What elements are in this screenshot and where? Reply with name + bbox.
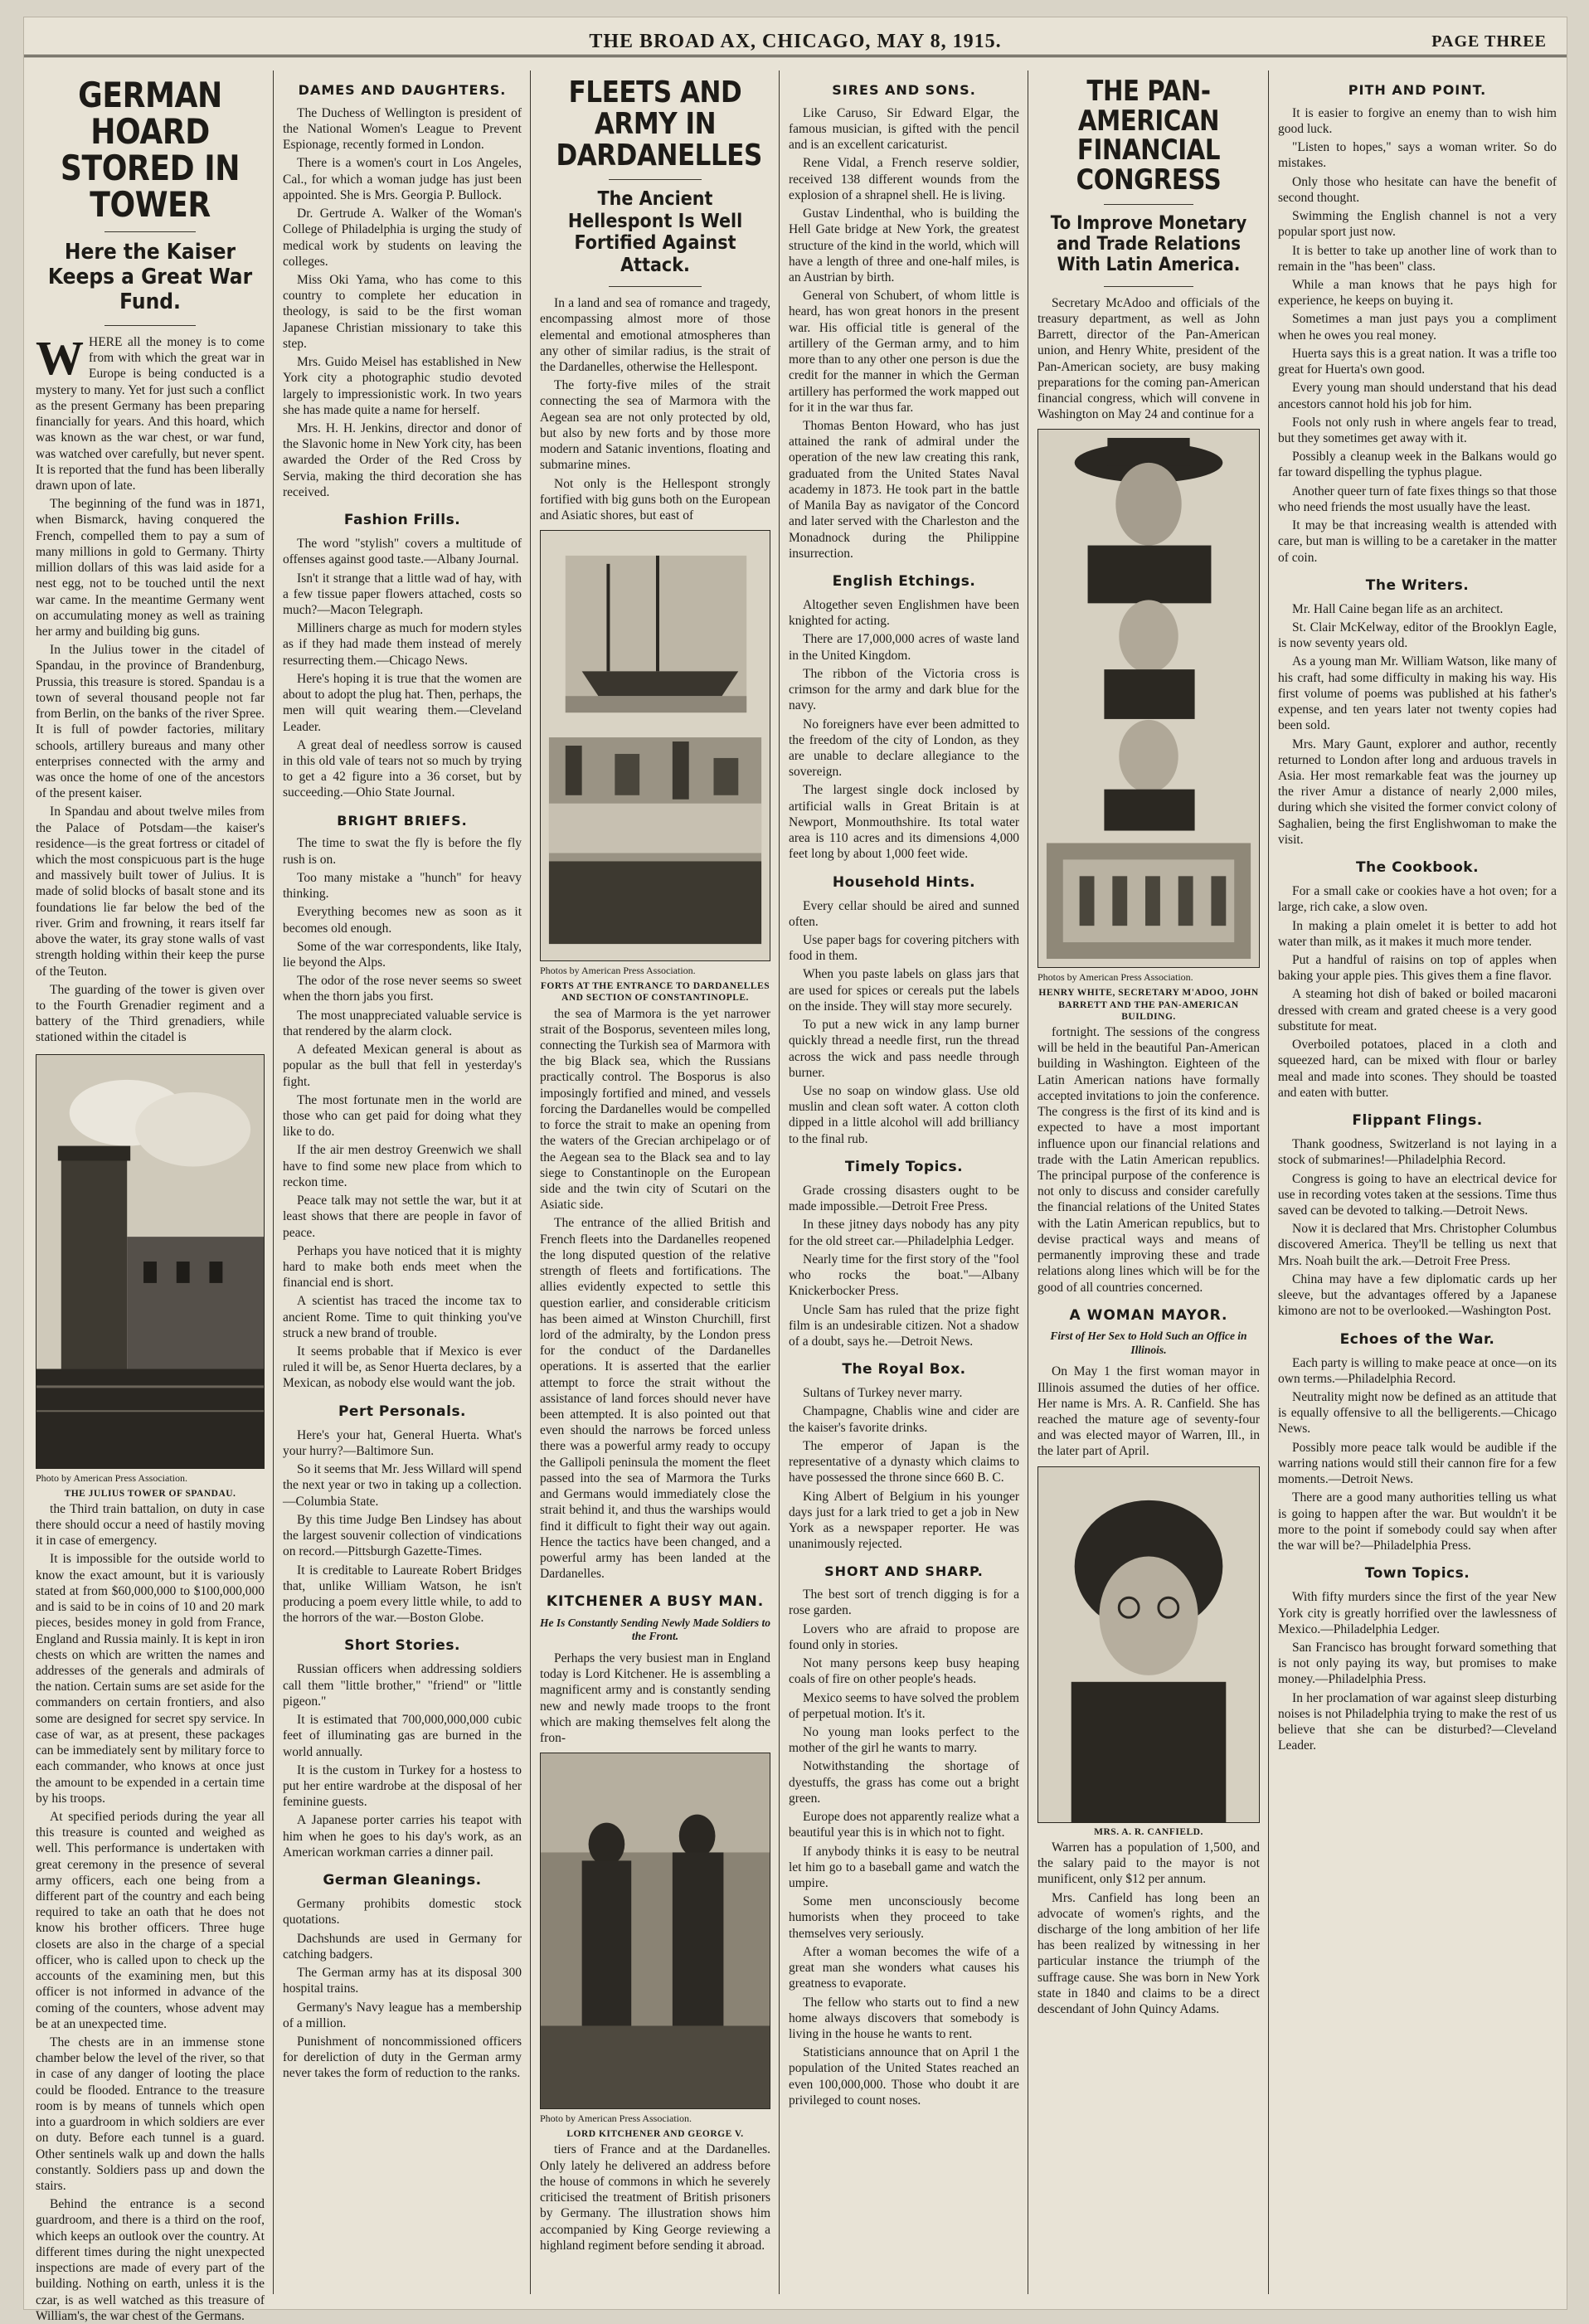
item-paragraph: No foreigners have ever been admitted to the freedom of the city of London, as they are unable to declare allegiance to the sovereign.	[789, 717, 1019, 780]
item-paragraph: Congress is going to have an electrical device for use in recording votes taken at the sessions. Time thus saved can be devoted to talking.—Detroit News.	[1278, 1171, 1557, 1218]
item-paragraph: By this time Judge Ben Lindsey has about the largest souvenir collection of vindications on record.—Pittsburgh Gazette-Times.	[283, 1512, 522, 1559]
item-paragraph: Miss Oki Yama, who has come to this country to complete her education in theology, is said to be the first woman Japanese Christian missionary to take this step.	[283, 273, 522, 351]
column-1	[36, 70, 265, 2323]
item-paragraph: Punishment of noncommissioned officers for dereliction of duty in the German army never takes the form of reduction to the ranks.	[283, 2034, 522, 2081]
item-paragraph: A defeated Mexican general is about as popular as the bull that fell in yesterday's fight.	[283, 1043, 522, 1089]
item-paragraph: In her proclamation of war against sleep disturbing noises is not Philadelphia trying to make the rest of us believe that she can be disturbed?—Cleveland Leader.	[1278, 1690, 1557, 1753]
item-paragraph: Isn't it strange that a little wad of hay, with a few tissue paper flowers attached, costs so much?—Macon Telegraph.	[283, 571, 522, 618]
item-paragraph: Gustav Lindenthal, who is building the Hell Gate bridge at New York, the greatest structure of the kind in the world, which will have a length of three and one-half miles, is an Austrian by birth.	[789, 207, 1019, 285]
item-paragraph: Possibly more peace talk would be audible if the warring nations would still their cannon fire for a few moments.—Detroit News.	[1278, 1440, 1557, 1487]
item-paragraph: To put a new wick in any lamp burner quickly thread a needle first, run the thread across the wick and pass needle through burner.	[789, 1018, 1019, 1080]
item-paragraph: Thomas Benton Howard, who has just attained the rank of admiral under the operation of the new law creating this rank, graduated from the United States Naval academy in 1873. He took part in the battle of Manila Bay as navigator of the Concord and later served with the Charleston and the Monadnock during the Philippine insurrection.	[789, 418, 1019, 561]
section-subhead: He Is Constantly Sending Newly Made Soldiers to the Front.	[540, 1616, 770, 1643]
article-paragraph: In the Julius tower in the citadel of Spandau, in the province of Brandenburg, Prussia, this treasure is stored. Spandau is a town of several thousand people not far from Berlin, on the banks of the river Spree. It is full of powder factories, military schools, artillery bureaus and many other enterprises connected with the army and was once the home of one of the ancestors of the present kaiser.	[36, 643, 265, 801]
item-paragraph: Use no soap on window glass. Use old muslin and clean soft water. A cotton cloth dipped in a little alcohol will add brilliancy to the final rub.	[789, 1084, 1019, 1146]
subhead-kaiser: Here the Kaiser Keeps a Great War Fund.	[47, 240, 253, 315]
dardanelles-illustration	[541, 531, 770, 960]
item-paragraph: The largest single dock inclosed by artificial walls in Great Britain is at Newport, Monmouthshire. Its total water area is 110 acres and its dimensions 4,000 feet long by about 1,000 feet wide.	[789, 783, 1019, 862]
item-paragraph: Every young man should understand that his dead ancestors cannot hold his job for him.	[1278, 381, 1557, 411]
section-heading: Short Stories.	[344, 1637, 460, 1655]
article-paragraph: At specified periods during the year all this treasure is counted and weighed as well. This performance is undertaken with great ceremony in the presence of several army officers, each one being from a different part of the country and each being required to take an oath that he does not know his brother officers. Three huge closets are also in the charge of a special officer, who is called upon to check up the accounts of the examining men, but this officer is not informed in advance of the coming of the counters, whose advent may be at an unexpected time.	[36, 1809, 265, 2031]
item-paragraph: Put a handful of raisins on top of apples when baking your apple pies. This gives them a fine flavor.	[1278, 953, 1557, 984]
item-paragraph: A great deal of needless sorrow is caused in this old vale of tears not so much by trying to get a 42 figure into a 36 corset, but by succeeding.—Ohio State Journal.	[283, 737, 522, 800]
article-paragraph: It is impossible for the outside world to know the exact amount, but it is variously stated at from $60,000,000 to $100,000,000 and is said to be in coins of 10 and 20 mark pieces, besides money in gold from France, England and Russia mainly. It is kept in iron chests on which are written the names and addresses of the generals and admirals of the nation. Certain sums are set aside for the commanders on certain frontiers, and also some are designed for secret spy service. In case of war, as at present, these packages can be immediately sent by military force to each commander, who knows at once just the amount to be expended in a certain time by his troops.	[36, 1552, 265, 1806]
item-paragraph: Europe does not apparently realize what a beautiful year this is in which not to fight.	[789, 1810, 1019, 1840]
section-heading: A WOMAN MAYOR.	[1069, 1306, 1228, 1324]
item-paragraph: Altogether seven Englishmen have been knighted for acting.	[789, 598, 1019, 629]
photo-credit: Photos by American Press Association.	[1037, 971, 1193, 984]
item-paragraph: "Listen to hopes," says a woman writer. So do mistakes.	[1278, 140, 1557, 171]
article-paragraph: The guarding of the tower is given over to the Fourth Grenadier regiment and a battery of the Third grenadiers, while stationed within the citadel is	[36, 982, 265, 1045]
photo-title: THE JULIUS TOWER OF SPANDAU.	[64, 1488, 236, 1499]
headline-pan-american: THE PAN-AMERICAN FINANCIAL CONGRESS	[1076, 75, 1222, 197]
item-paragraph: Overboiled potatoes, placed in a cloth and squeezed hard, can be mixed with flour or barley meal and made into scones. They should be toasted and eaten with butter.	[1278, 1038, 1557, 1100]
subhead-monetary: To Improve Monetary and Trade Relations With Latin America.	[1050, 212, 1247, 276]
column-rule	[273, 70, 274, 2294]
item-paragraph: It is easier to forgive an enemy than to wish him good luck.	[1278, 105, 1557, 137]
section-heading: SIRES AND SONS.	[832, 82, 976, 98]
photo-credit: Photos by American Press Association.	[540, 965, 696, 977]
subhead-hellespont: The Ancient Hellespont Is Well Fortified Against Attack.	[567, 188, 743, 276]
section-heading: Household Hints.	[832, 873, 976, 891]
item-paragraph: General von Schubert, of whom little is heard, has won great honors in the present war. His official title is general of the artillery of the German army, and to him more than to any other one person is due the credit for the manner in which the German artillery has performed the work mapped out for it in the war thus far.	[789, 289, 1019, 415]
item-paragraph: Here's your hat, General Huerta. What's your hurry?—Baltimore Sun.	[283, 1427, 522, 1458]
item-paragraph: It is better to take up another line of work than to remain in the "has been" class.	[1278, 243, 1557, 274]
article-paragraph: the sea of Marmora is the yet narrower strait of the Bosporus, seventeen miles long, connecting the Turkish sea of Marmora with the big Black sea, which the Russians practically control. The Bosporus is also imposingly fortified and mined, and vessels forcing the Dardanelles would be compelled to force the strait to make an opening from the waters of the Grecian archipelago or of the Aegean sea to the Black sea and to lay siege to Constantinople on the European side and the twin city of Scutari on the Asiatic side.	[540, 1006, 770, 1213]
photo-title: LORD KITCHENER AND GEORGE V.	[566, 2129, 744, 2140]
article-paragraph: On May 1 the first woman mayor in Illinois assumed the duties of her office. Her name is Mrs. A. R. Canfield. She has reached the mature age of seventy-four and was elected mayor of Warren, Ill., in the later part of April.	[1037, 1364, 1260, 1459]
item-paragraph: It is estimated that 700,000,000,000 cubic feet of illuminating gas are burned in the world annually.	[283, 1713, 522, 1759]
item-paragraph: Only those who hesitate can have the benefit of second thought.	[1278, 174, 1557, 205]
item-paragraph: No young man looks perfect to the mother of the girl he wants to marry.	[789, 1725, 1019, 1756]
section-heading: DAMES AND DAUGHTERS.	[298, 82, 507, 98]
item-paragraph: Not many persons keep busy heaping coals of fire on other people's heads.	[789, 1656, 1019, 1687]
column-rule	[1268, 70, 1269, 2294]
section-heading: BRIGHT BRIEFS.	[337, 812, 468, 829]
item-paragraph: Milliners charge as much for modern styles as if they had made them instead of merely resurrecting them.—Chicago News.	[283, 621, 522, 668]
item-paragraph: The word "stylish" covers a multitude of offenses against good taste.—Albany Journal.	[283, 537, 522, 567]
newspaper-page	[23, 17, 1567, 2323]
item-paragraph: The emperor of Japan is the representative of a dynasty which claims to have possessed the throne since 660 B. C.	[789, 1438, 1019, 1485]
item-paragraph: It is the custom in Turkey for a hostess to put her entire wardrobe at the disposal of her feminine guests.	[283, 1762, 522, 1810]
item-paragraph: Every cellar should be aired and sunned often.	[789, 898, 1019, 929]
item-paragraph: Notwithstanding the shortage of dyestuffs, the grass has come out a bright green.	[789, 1759, 1019, 1806]
column-rule	[779, 70, 780, 2294]
column-2	[283, 70, 522, 2294]
item-paragraph: A steaming hot dish of baked or boiled macaroni dressed with cream and grated cheese is a very good substitute for meat.	[1278, 987, 1557, 1033]
item-paragraph: The time to swat the fly is before the fly rush is on.	[283, 836, 522, 867]
kitchener-illustration	[541, 1753, 770, 2108]
item-paragraph: Lovers who are afraid to propose are found only in stories.	[789, 1621, 1019, 1652]
item-paragraph: Perhaps you have noticed that it is mighty hard to make both ends meet when the financial end is short.	[283, 1243, 522, 1291]
article-paragraph: The entrance of the allied British and French fleets into the Dardanelles reopened the long disputed question of the relative strength of fleets and fortifications. The allies evidently expected to settle this question earlier, and considerable criticism has been aimed at Winston Churchill, first lord of the admiralty, by the London press for the conduct of the Dardanelles operations. It is asserted that the earlier attempt to force the strait without the assistance of land forces should never have been attempted. It is also pointed out that even should the narrows be forced unless there was a powerful army ready to occupy the Gallipoli peninsula the moment the fleet passed into the sea of Marmora the Turks and Germans would immediately close the strait behind it, and thus the warships would find it difficult to fight their way out again. Hence the tactics have been changed, and a powerful army has been landed at the Dardanelles.	[540, 1216, 770, 1582]
photo-credit: Photo by American Press Association.	[540, 2113, 692, 2125]
item-paragraph: The ribbon of the Victoria cross is crimson for the army and dark blue for the navy.	[789, 666, 1019, 713]
item-paragraph: In these jitney days nobody has any pity for the old street car.—Philadelphia Ledger.	[789, 1218, 1019, 1248]
item-paragraph: If the air men destroy Greenwich we shall have to find some new place from which to reckon time.	[283, 1143, 522, 1189]
item-paragraph: Swimming the English channel is not a very popular sport just now.	[1278, 209, 1557, 240]
item-paragraph: A scientist has traced the income tax to ancient Rome. Time to quit thinking you've struck a new brand of trouble.	[283, 1294, 522, 1340]
article-paragraph: tiers of France and at the Dardanelles. Only lately he delivered an address before the house of commons in which he severely criticised the treatment of British prisoners by Germany. The illustration shows him accompanied by King George reviewing a highland regiment before sending it abroad.	[540, 2142, 770, 2253]
section-heading: German Gleanings.	[323, 1872, 482, 1889]
item-paragraph: The best sort of trench digging is for a rose garden.	[789, 1587, 1019, 1618]
item-paragraph: Germany's Navy league has a membership of a million.	[283, 2000, 522, 2030]
section-subhead: First of Her Sex to Hold Such an Office in Illinois.	[1050, 1329, 1247, 1356]
item-paragraph: It seems probable that if Mexico is ever ruled it will be, as Senor Huerta declares, by a Mexican, as nobody else would want the job.	[283, 1344, 522, 1391]
article-paragraph: the Third train battalion, on duty in case there should occur a need of hastily moving it in case of emergency.	[36, 1501, 265, 1549]
item-paragraph: St. Clair McKelway, editor of the Brooklyn Eagle, is now seventy years old.	[1278, 620, 1557, 651]
photo-title: MRS. A. R. CANFIELD.	[1094, 1826, 1203, 1837]
item-paragraph: Like Caruso, Sir Edward Elgar, the famous musician, is gifted with the pencil and is an excellent caricaturist.	[789, 105, 1019, 153]
item-paragraph: Mr. Hall Caine began life as an architect.	[1292, 601, 1504, 616]
item-paragraph: Fools not only rush in where angels fear to tread, but they sometimes get away with it.	[1278, 415, 1557, 445]
masthead	[24, 22, 1567, 57]
section-heading: The Cookbook.	[1355, 859, 1480, 877]
article-paragraph: Secretary McAdoo and officials of the treasury department, as well as John Barrett, director of the Pan-American union, and Henry White, president of the Pan-American society, are busy making preparations for the coming pan-American financial congress, which will convene in Washington on May 24 and continue for a	[1037, 295, 1260, 422]
headline-fleets: FLEETS AND ARMY IN DARDANELLES	[556, 75, 762, 173]
article-paragraph: The chests are in an immense stone chamber below the level of the river, so that in case of any danger of looting the place could be flooded. Entrance to the treasure room is by means of tunnels which open into a guardroom in which soldiers are ever on duty. Before each tunnel is a guard. Other sentinels walk up and down the halls constantly. Soldiers pass up and down the stairs.	[36, 2035, 265, 2193]
tower-illustration	[36, 1055, 264, 1468]
item-paragraph: There is a women's court in Los Angeles, Cal., for which a woman judge has just been appointed. She is Mrs. Georgia P. Bullock.	[283, 156, 522, 202]
article-paragraph: In Spandau and about twelve miles from the Palace of Potsdam—the kaiser's residence—is the great fortress or citadel of which the most conspicuous part is the huge and massively built tower of Julius. It is made of solid blocks of basalt stone and its foundations lie far below the bed of the river. Grim and frowning, it rears itself far above the water, its gray stone walls of vast strength holding within their keep the purse of the Teuton.	[36, 805, 265, 979]
item-paragraph: China may have a few diplomatic cards up her sleeve, but the advantages offered by a Japanese kimono are not to be overlooked.—Washington Post.	[1278, 1271, 1557, 1319]
item-paragraph: Use paper bags for covering pitchers with food in them.	[789, 933, 1019, 964]
photo-julius-tower	[36, 1054, 265, 1469]
item-paragraph: The most unappreciated valuable service is that rendered by the alarm clock.	[283, 1008, 522, 1038]
item-paragraph: Mrs. H. H. Jenkins, director and donor of the Slavonic home in New York city, has been awarded the Order of the Red Cross by Servia, making the third decoration she has received.	[283, 421, 522, 499]
article-paragraph: fortnight. The sessions of the congress will be held in the beautiful Pan-American building in Washington. Eighteen of the Latin American nations have formally accepted invitations to join the conference. The congress is the first of its kind and is expected to have a most important influence upon our financial relations and trade with the Latin American republics. The principal purpose of the conference is not only to discuss and consider carefully the financial relations of the United States with the Latin American republics, but to devise practical ways and means of permanently improving these and trade relations along lines which will be for the good of all countries concerned.	[1037, 1025, 1260, 1295]
column-rule	[530, 70, 531, 2294]
photo-title: FORTS AT THE ENTRANCE TO DARDANELLES AND SECTION OF CONSTANTINOPLE.	[540, 981, 770, 1004]
item-paragraph: Dr. Gertrude A. Walker of the Woman's College of Philadelphia is urging the study of medical work by students on leaving the colleges.	[283, 207, 522, 269]
item-paragraph: Some of the war correspondents, like Italy, lie beyond the Alps.	[283, 939, 522, 970]
item-paragraph: If anybody thinks it is easy to be neutral let him go to a baseball game and watch the umpire.	[789, 1844, 1019, 1890]
item-paragraph: The odor of the rose never seems so sweet when the thorn jabs you first.	[283, 974, 522, 1004]
item-paragraph: In making a plain omelet it is better to add hot water than milk, as it makes it much more tender.	[1278, 918, 1557, 949]
article-paragraph: Behind the entrance is a second guardroom, and there is a third on the roof, which keeps an outlook over the country. At different times during the night unexpected inspections are made of every part of the building. Nothing on earth, unless it is the czar, is as well watched as this treasure of William's, the war chest of the Germans.	[36, 2197, 265, 2323]
headline-german-hoard: GERMAN HOARD STORED IN TOWER	[60, 75, 241, 226]
item-paragraph: When you paste labels on glass jars that are used for spices or cereals put the labels on the inside. They will stay more securely.	[789, 967, 1019, 1014]
photo-pan-american	[1037, 429, 1260, 968]
item-paragraph: Rene Vidal, a French reserve soldier, received 138 different wounds from the explosion of a shrapnel shell. He is living.	[789, 156, 1019, 202]
section-heading: English Etchings.	[832, 572, 976, 590]
item-paragraph: Huerta says this is a great nation. It was a trifle too great for Huerta's own good.	[1278, 346, 1557, 377]
item-paragraph: King Albert of Belgium in his younger days just for a lark tried to get a job in New York as a newspaper reporter. He was unanimously rejected.	[789, 1489, 1019, 1552]
photo-kitchener	[540, 1753, 770, 2109]
article-paragraph: WHERE all the money is to come from with which the great war in Europe is being conducted is a mystery to many. Yet for just such a conflict as the present Germany has been preparing financially for years. And this hoard, which was known as the war chest, or war fund, was watched over carefully, but never spent. It is reported that the fund has been liberally drawn upon of late.	[36, 331, 265, 493]
section-heading: Fashion Frills.	[343, 512, 461, 529]
item-paragraph: Possibly a cleanup week in the Balkans would go far toward dispelling the typhus plague.	[1278, 450, 1557, 480]
item-paragraph: As a young man Mr. William Watson, like many of his craft, had some difficulty in making his way. His first volume of poems was published at his father's expense, and ten years later not twenty copies had been sold.	[1278, 654, 1557, 733]
section-heading: Timely Topics.	[844, 1158, 964, 1175]
item-paragraph: With fifty murders since the first of the year New York city is greatly horrified over the lawlessness of Mexico.—Philadelphia Ledger.	[1278, 1590, 1557, 1636]
item-paragraph: It is creditable to Laureate Robert Bridges that, unlike William Watson, he isn't producing a poem every little while, to add to the horrors of the war.—Boston Globe.	[283, 1563, 522, 1626]
item-paragraph: Nearly time for the first story of the "fool who rocks the boat."—Albany Knickerbocker Press.	[789, 1252, 1019, 1299]
canfield-illustration	[1038, 1467, 1259, 1822]
photo-title: HENRY WHITE, SECRETARY M'ADOO, JOHN BARRETT AND THE PAN-AMERICAN BUILDING.	[1038, 988, 1259, 1022]
item-paragraph: Uncle Sam has ruled that the prize fight film is an undesirable citizen. Not a shadow of a doubt, says he.—Detroit News.	[789, 1302, 1019, 1349]
item-paragraph: The fellow who starts out to find a new home always discovers that somebody is living in the house he wants to rent.	[789, 1995, 1019, 2041]
item-paragraph: So it seems that Mr. Jess Willard will spend the next year or two in taking up a collection.—Columbia State.	[283, 1462, 522, 1509]
item-paragraph: Now it is declared that Mrs. Christopher Columbus discovered America. They'll be telling us next that Mrs. Noah built the ark.—Detroit Free Press.	[1278, 1222, 1557, 1268]
item-paragraph: Sometimes a man just pays you a compliment when he owes you real money.	[1278, 312, 1557, 343]
article-paragraph: Warren has a population of 1,500, and the salary paid to the mayor is not munificent, only $12 per annum.	[1037, 1840, 1260, 1887]
item-paragraph: The Duchess of Wellington is president of the National Women's League to Prevent Espionage, recently formed in London.	[283, 105, 522, 153]
column-6	[1278, 70, 1557, 2294]
item-paragraph: There are 17,000,000 acres of waste land in the United Kingdom.	[789, 632, 1019, 663]
article-paragraph: Mrs. Canfield has long been an advocate of women's rights, and the discharge of the long ambition of her life has been realized by witnessing in her particular instance the triumph of the suffrage cause. She was born in New York state in 1840 and claims to be a direct descendant of John Quincy Adams.	[1037, 1890, 1260, 2017]
item-paragraph: There are a good many authorities telling us what is going to happen after the war. But wouldn't it be more to the point if somebody could say when after the war will be?—Philadelphia Press.	[1278, 1490, 1557, 1553]
item-paragraph: Mrs. Guido Meisel has established in New York city a photographic studio devoted largely to impressionistic work. In two years she has made quite a name for herself.	[283, 355, 522, 417]
section-heading: The Writers.	[1365, 576, 1470, 594]
portraits-illustration	[1038, 430, 1259, 967]
photo-dardanelles	[540, 530, 770, 961]
article-paragraph: In a land and sea of romance and tragedy, encompassing almost more of those elemental and emotional atmospheres than any other of similar radius, is the strait of the Dardanelles, otherwise the Hellespont.	[540, 296, 770, 375]
section-heading: Town Topics.	[1364, 1565, 1470, 1583]
article-paragraph: The forty-five miles of the strait connecting the sea of Marmora with the Aegean sea are not only protected by old, but also by new forts and by those more modern and Satanic inventions, floating and submarine mines.	[540, 378, 770, 473]
article-paragraph: Not only is the Hellespont strongly fortified with big guns both on the European and Asiatic shores, but east of	[540, 476, 770, 523]
item-paragraph: It may be that increasing wealth is attended with care, but man is willing to be a caretaker in the matter of coin.	[1278, 518, 1557, 565]
page-number: PAGE THREE	[1431, 32, 1547, 51]
section-heading: Echoes of the War.	[1339, 1330, 1495, 1348]
item-paragraph: While a man knows that he pays high for experience, he keeps on buying it.	[1278, 278, 1557, 309]
item-paragraph: A Japanese porter carries his teapot with him when he goes to his day's work, as an American workman carries a dinner pail.	[283, 1813, 522, 1860]
item-paragraph: Thank goodness, Switzerland is not laying in a stock of submarines!—Philadelphia Record.	[1278, 1137, 1557, 1168]
item-paragraph: Here's hoping it is true that the women are about to adopt the plug hat. Then, perhaps, the men will quit wearing them.—Cleveland Leader.	[283, 671, 522, 734]
item-paragraph: Peace talk may not settle the war, but it at least shows that there are people in favor of peace.	[283, 1194, 522, 1240]
section-heading: SHORT AND SHARP.	[824, 1563, 984, 1580]
item-paragraph: Some men unconsciously become humorists when they proceed to take themselves very seriously.	[789, 1894, 1019, 1941]
item-paragraph: Too many mistake a "hunch" for heavy thinking.	[283, 870, 522, 902]
section-heading: KITCHENER A BUSY MAN.	[546, 1593, 765, 1611]
item-paragraph: Neutrality might now be defined as an attitude that is equally offensive to all the belligerents.—Chicago News.	[1278, 1390, 1557, 1437]
column-5	[1037, 70, 1260, 2294]
item-paragraph: Everything becomes new as soon as it becomes old enough.	[283, 905, 522, 936]
item-paragraph: For a small cake or cookies have a hot oven; for a large, rich cake, a slow oven.	[1278, 884, 1557, 915]
item-paragraph: Statisticians announce that on April 1 the population of the United States reached an even 100,000,000. Those who doubt it are privileged to count noses.	[789, 2045, 1019, 2108]
article-paragraph: Perhaps the very busiest man in England today is Lord Kitchener. He is assembling a magnificent army and is constantly sending new and newly made troops to the front which are making themselves felt along the fron-	[540, 1651, 770, 1746]
item-paragraph: The German army has at its disposal 300 hospital trains.	[283, 1966, 522, 1996]
item-paragraph: San Francisco has brought forward something that is not only paying its way, but promises to make money.—Philadelphia Press.	[1278, 1640, 1557, 1687]
column-4	[789, 70, 1019, 2294]
item-paragraph: Germany prohibits domestic stock quotations.	[283, 1897, 522, 1928]
photo-canfield	[1037, 1466, 1260, 1823]
item-paragraph: The most fortunate men in the world are those who can get paid for doing what they like to do.	[283, 1092, 522, 1140]
section-heading: The Royal Box.	[842, 1361, 966, 1378]
section-heading: PITH AND POINT.	[1348, 82, 1487, 98]
item-paragraph: Each party is willing to make peace at once—on its own terms.—Philadelphia Record.	[1278, 1355, 1557, 1386]
article-paragraph: The beginning of the fund was in 1871, when Bismarck, having conquered the French, compelled them to pay a sum of many millions in gold to Germany. Thirty million dollars of this was laid aside for a nest egg, not to be touched until the next war came. In the meantime Germany went on accumulating money as well as training her army and building big guns.	[36, 497, 265, 639]
photo-credit: Photo by American Press Association.	[36, 1471, 187, 1484]
item-paragraph: Sultans of Turkey never marry.	[803, 1386, 963, 1401]
item-paragraph: Champagne, Chablis wine and cider are the kaiser's favorite drinks.	[789, 1404, 1019, 1435]
item-paragraph: Russian officers when addressing soldiers call them "little brother," "friend" or "little pigeon."	[283, 1662, 522, 1709]
item-paragraph: Mexico seems to have solved the problem of perpetual motion. It's it.	[789, 1690, 1019, 1721]
section-heading: Pert Personals.	[338, 1403, 467, 1420]
section-heading: Flippant Flings.	[1352, 1112, 1483, 1130]
column-3	[540, 70, 770, 2294]
item-paragraph: Mrs. Mary Gaunt, explorer and author, recently returned to London after long and arduous travels in Asia. Her most remarkable feat was the journey up the river Amur a distance of nearly 2,000 miles, during which she visited the former convict colony of Saghalien, being the first Englishwoman to make the visit.	[1278, 737, 1557, 847]
item-paragraph: After a woman becomes the wife of a great man she wonders what causes his greatness to evaporate.	[789, 1944, 1019, 1991]
masthead-title: THE BROAD AX, CHICAGO, MAY 8, 1915.	[589, 31, 1002, 52]
item-paragraph: Another queer turn of fate fixes things so that those who need friends the most usually have the least.	[1278, 484, 1557, 514]
item-paragraph: Grade crossing disasters ought to be made impossible.—Detroit Free Press.	[789, 1183, 1019, 1214]
item-paragraph: Dachshunds are used in Germany for catching badgers.	[283, 1931, 522, 1962]
